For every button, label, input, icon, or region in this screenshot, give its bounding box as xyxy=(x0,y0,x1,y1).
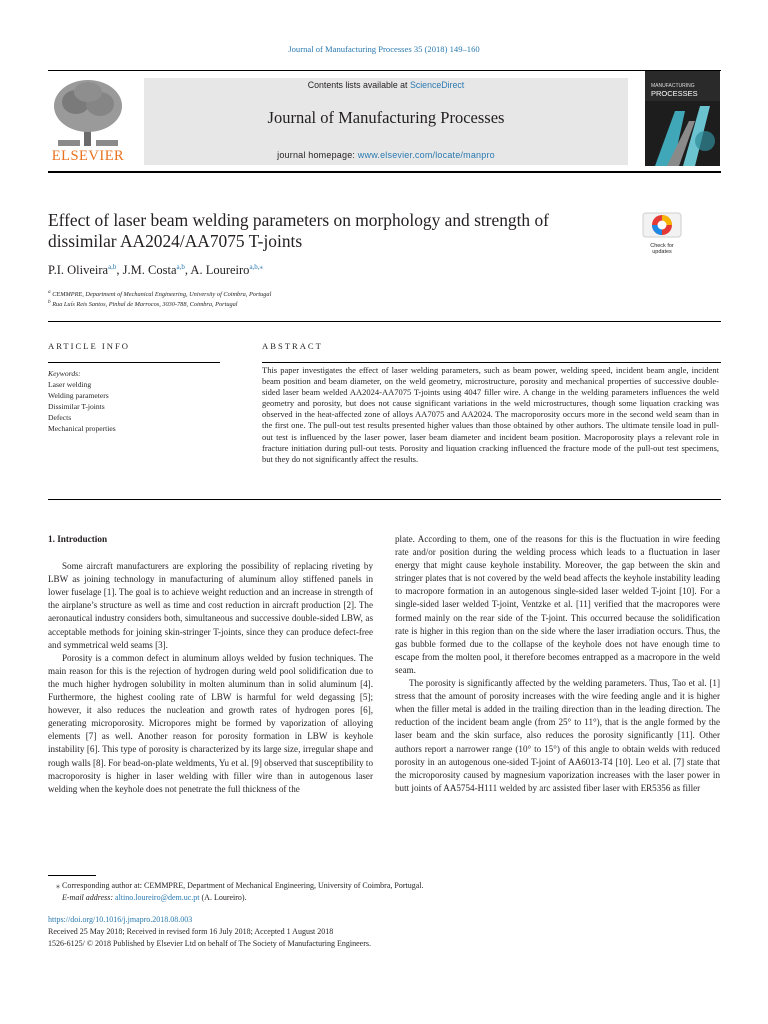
affiliations-rule xyxy=(48,321,721,322)
abstract-text: This paper investigates the effect of laser welding parameters, such as beam power, welding speed, incident beam angle, incident beam position and beam diameter, on the weld geometry, microstructure, porosity and mechanical properties of successive double-sided laser beam welded AA2024-AA7075 T-joints using 4047 filler wire. A change in the welding parameters influences the weld geometry and porosity, but does not cause significant variations in the weld microstructures, though some liquation cracking was observed in the heat-affected zone of alloys AA7075 and AA2024. The macroporosity occurs more in the second weld seam than in the first one. The pull-out test results presented higher values than those obtained by other authors. The ultimate tensile load in pull-out test is influenced by the laser power, laser beam diameter and incident beam position. Macroporosity plays a relevant role in fracture initiation during pull-out tests. Porosity and liquation cracking influenced the fracture mode of the pull-out test specimens, but they do not significantly affect the results. xyxy=(262,365,719,464)
author-list: P.I. Oliveira$^{a,b}$, J.M. Costa$^{a,b}$, A. Loureiro$^{a,b,⁎}$ xyxy=(48,263,264,278)
header-top-rule xyxy=(48,70,721,71)
header-bottom-rule xyxy=(48,171,721,173)
author-name: J.M. Costa xyxy=(122,263,177,278)
crossmark-icon xyxy=(642,212,682,238)
footnote-rule xyxy=(48,875,96,876)
body-left-column xyxy=(48,533,373,796)
affiliation-b: $^b$ Rua Luís Reis Santos, Pinhal de Marrocos, 3030-788, Coimbra, Portugal xyxy=(48,299,238,309)
keyword-item: Defects xyxy=(48,413,72,422)
body-paragraph: plate. According to them, one of the reasons for this is the fluctuation in wire feeding rate and/or position during the welding process which leads to a fluctuation in laser energy that might cause keyhole instability. Moreover, the gap between the skin and stringer plates that is not covered by the weld bead affects the keyhole instability leading to macropore formation in an autogenous single-sided laser welded T-joint [10]. For a single-sided laser welded T-joint, Ventzke et al. [11] verified that the macropores were formed mainly on the rear side of the T-joint. This occurred because the solidification rate is higher in this region than on the side where the laser irradiation occurs. Thus, the gas bubble formed due to the collapse of the keyhole does not have enough time to escape from the molten pool, it therefore becomes entrapped as a macropore in the weld seam. xyxy=(395,534,720,675)
article-info-rule xyxy=(48,362,220,363)
abstract-heading: ABSTRACT xyxy=(262,341,323,351)
email-line: E-mail address: altino.loureiro@dem.uc.pt (A. Loureiro). xyxy=(62,893,247,902)
keyword-item: Mechanical properties xyxy=(48,424,116,433)
author-name: P.I. Oliveira xyxy=(48,263,109,278)
author-affiliation-mark[interactable]: a,b,⁎ xyxy=(249,263,264,271)
email-link[interactable]: altino.loureiro@dem.uc.pt xyxy=(115,893,200,902)
article-info-heading: ARTICLE INFO xyxy=(48,341,130,351)
homepage-line: journal homepage: www.elsevier.com/locate/manpro xyxy=(277,150,495,160)
body-right-column xyxy=(395,533,720,795)
journal-title: Journal of Manufacturing Processes xyxy=(267,108,505,127)
body-paragraph: Porosity is a common defect in aluminum alloys welded by fusion techniques. The main reason for this is the rejection of hydrogen during weld pool solidification due to the much higher hydrogen solubility in molten aluminum than in solid aluminum [4]. Furthermore, the highest cooling rate of LBW is harmful for weld degassing [5]; however, it also reduces the nucleation and growth rates of hydrogen pores [6], generating microporosity. Micropores might be formed by vaporization of alloying elements [7] as well. Another reason for porosity formation in LBW is keyhole instability [6]. This type of porosity is characterized by its large size, irregular shape and rough walls [8]. For bead-on-plate weldments, Yu et al. [9] observed that susceptibility to macroporosity is higher in laser welding with filler wire than in autogenous laser welding when the keyhole does not penetrate the full thickness of the xyxy=(48,652,373,794)
sciencedirect-link[interactable]: ScienceDirect xyxy=(409,80,465,90)
journal-cover-image xyxy=(645,71,720,166)
publisher-wordmark: ELSEVIER xyxy=(51,148,125,164)
article-title: Effect of laser beam welding parameters on morphology and strength of dissimilar AA2024/AA7075 T-joints xyxy=(48,210,549,251)
cover-title-line1: MANUFACTURING xyxy=(651,83,695,89)
journal-header xyxy=(144,78,628,165)
keywords-label: Keywords: xyxy=(48,369,81,378)
keyword-item: Welding parameters xyxy=(48,391,109,400)
check-for-updates-badge[interactable]: Check for updates xyxy=(642,212,682,252)
contents-line: Contents lists available at ScienceDirect xyxy=(307,80,465,90)
doi-link[interactable]: https://doi.org/10.1016/j.jmapro.2018.08.003 xyxy=(48,915,193,924)
journal-reference[interactable]: Journal of Manufacturing Processes 35 (2018) 149–160 xyxy=(288,44,480,54)
homepage-link[interactable]: www.elsevier.com/locate/manpro xyxy=(357,150,495,160)
keyword-item: Dissimilar T-joints xyxy=(48,402,105,411)
author-affiliation-mark[interactable]: a,b xyxy=(176,263,185,271)
author-name: A. Loureiro xyxy=(190,263,250,278)
body-paragraph: The porosity is significantly affected by the welding parameters. Thus, Tao et al. [1] stress that the amount of porosity increases with the wire feeding angle and it is higher when the filler metal is added in the trailing direction than in the leading direction. The reduction of the incident beam angle (from 25° to 11°), that is the angle formed by the laser beam and the skin surface, also reduces the porosity significantly [11]. Other authors report a narrower range (10° to 15°) of this angle to obtain welds with reduced porosity in an autogenous one-sided T-joint of AA6013-T4 [10]. Leo et al. [7] state that the microporosity caused by magnesium vaporization increases with the laser power in butt joints of AA5754-H111 welded by arc assisted fiber laser with ER5356 as filler xyxy=(395,678,720,793)
author-affiliation-mark[interactable]: a,b xyxy=(108,263,117,271)
section-heading: 1. Introduction xyxy=(48,534,108,544)
affiliation-a: $^a$ CEMMPRE, Department of Mechanical Engineering, University of Coimbra, Portugal xyxy=(48,289,272,299)
keywords-block xyxy=(48,368,218,434)
cover-title-line2: PROCESSES xyxy=(651,89,698,98)
abstract-bottom-rule xyxy=(48,499,721,500)
copyright-line: 1526-6125/ © 2018 Published by Elsevier Ltd on behalf of The Society of Manufacturing Engineers. xyxy=(48,939,371,948)
corresponding-author-note: ⁎ Corresponding author at: CEMMPRE, Department of Mechanical Engineering, University of Coimbra, Portugal. xyxy=(56,881,424,890)
body-paragraph: Some aircraft manufacturers are exploring the possibility of replacing riveting by LBW as joining technology in manufacturing of aluminum alloy stiffened panels in lower fuselage [1]. The goal is to achieve weight reduction and an increase in strength of the airplane’s structure as well as time and cost reduction in aircraft production [2]. The aeronautical industry considers both, simultaneous and successive double-sided LBW, as acceptable methods for joining skin-stringer T-joints, since they can produce defect-free and symmetrical weld seams [3]. xyxy=(48,561,373,650)
keyword-item: Laser welding xyxy=(48,380,92,389)
received-dates: Received 25 May 2018; Received in revised form 16 July 2018; Accepted 1 August 2018 xyxy=(48,927,334,936)
elsevier-logo xyxy=(48,76,128,164)
abstract-rule xyxy=(262,362,721,363)
